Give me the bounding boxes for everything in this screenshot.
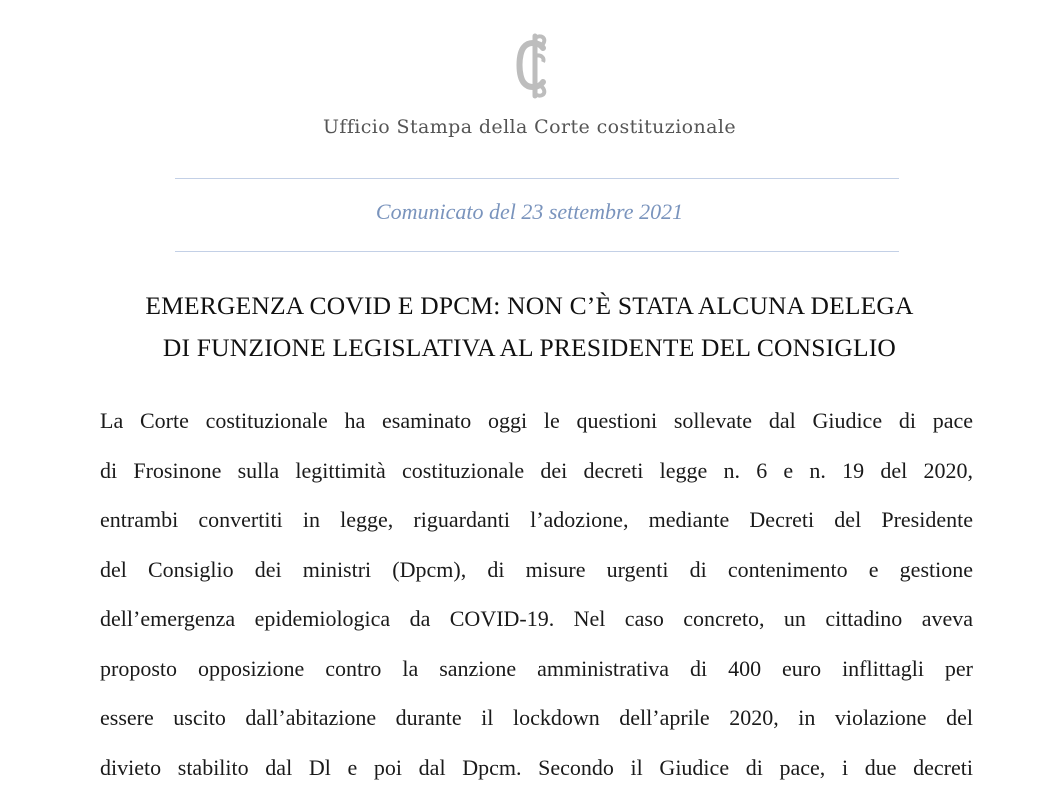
press-office-name: Ufficio Stampa della Corte costituzionale <box>322 116 736 138</box>
court-logo-icon <box>505 30 565 102</box>
body-line: dell’emergenza epidemiologica da COVID-19. Nel caso concreto, un cittadino aveva <box>100 606 973 631</box>
top-divider <box>175 178 899 179</box>
body-line: La Corte costituzionale ha esaminato oggi le questioni sollevate dal Giudice di pace <box>100 408 973 433</box>
body-paragraph <box>100 401 973 797</box>
title-line: DI FUNZIONE LEGISLATIVA AL PRESIDENTE DEL CONSIGLIO <box>162 333 897 362</box>
body-line: di Frosinone sulla legittimità costituzionale dei decreti legge n. 6 e n. 19 del 2020, <box>100 457 973 483</box>
body-line: proposto opposizione contro la sanzione amministrativa di 400 euro inflittagli per <box>100 655 973 681</box>
body-line: divieto stabilito dal Dl e poi dal Dpcm. Secondo il Giudice di pace, i due decreti <box>100 754 973 780</box>
press-release-title <box>60 285 999 369</box>
body-line: essere uscito dall’abitazione durante il lockdown dell’aprile 2020, in violazione del <box>100 705 973 730</box>
release-date: Comunicato del 23 settembre 2021 <box>375 199 684 224</box>
title-line: EMERGENZA COVID E DPCM: NON C’È STATA ALCUNA DELEGA <box>145 291 914 320</box>
body-line: entrambi convertiti in legge, riguardanti l’adozione, mediante Decreti del Presidente <box>100 507 973 532</box>
bottom-divider <box>175 251 899 252</box>
body-line: del Consiglio dei ministri (Dpcm), di misure urgenti di contenimento e gestione <box>100 556 973 582</box>
